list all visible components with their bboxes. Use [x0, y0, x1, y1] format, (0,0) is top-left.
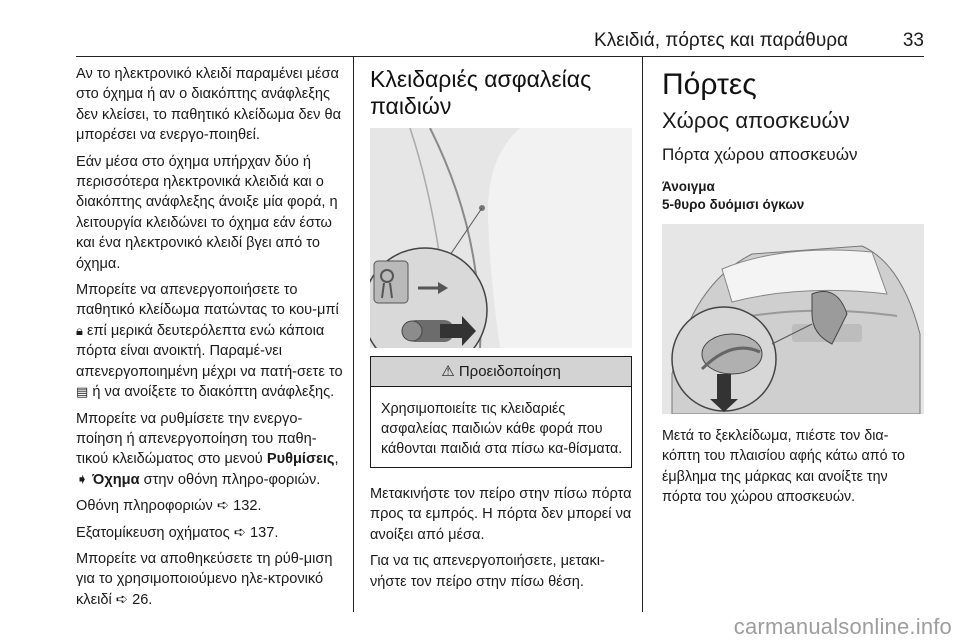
warning-title: Προειδοποίηση	[458, 363, 561, 380]
paragraph: Για να τις απενεργοποιήσετε, μετακι-νήστε τον πείρο στην πίσω θέση.	[370, 553, 605, 590]
child-lock-illustration	[370, 128, 632, 348]
menu-arrow-icon: ➧	[76, 471, 89, 488]
cross-reference: Οθόνη πληροφοριών ➪ 132.	[76, 498, 262, 515]
left-column	[76, 64, 348, 616]
lock-button-icon: ▤	[76, 384, 89, 400]
warning-text: Χρησιμοποιείτε τις κλειδαριές ασφαλείας παιδιών κάθε φορά που κάθονται παιδιά στα πίσω κα-θίσματα.	[381, 401, 623, 457]
tailgate-illustration	[662, 224, 924, 414]
chapter-heading: Πόρτες	[662, 68, 757, 101]
page-header	[0, 0, 960, 56]
menu-vehicle: Όχημα	[92, 471, 140, 488]
page-number: 33	[902, 30, 924, 51]
tailgate-drawing	[662, 224, 924, 414]
menu-settings: Ρυθμίσεις	[266, 451, 335, 468]
paragraph: Μπορείτε να ρυθμίσετε την ενεργο-ποίηση ή απενεργοποίηση του παθη-τικού κλειδώματος στο μενού Ρυθμίσεις, ➧ Όχημα στην οθόνη πληρο-φοριών.	[76, 410, 339, 488]
paragraph: Μπορείτε να απενεργοποιήσετε το παθητικό κλείδωμα πατώντας το κου-μπί 🔒︎ επί μερικά δευτερόλεπτα ενώ κάποια πόρτα είναι ανοικτή. Παραμέ-νει απενεργοποιημένη μέχρι να πατή-σετε το ▤ ή να ανοίξετε το διακόπτη ανάφλεξης.	[76, 282, 343, 401]
paragraph: Αν το ηλεκτρονικό κλειδί παραμένει μέσα στο όχημα ή αν ο διακόπτης ανάφλεξης δεν κλείσει, το παθητικό κλείδωμα δεν θα μπορέσει να ενεργο-ποιηθεί.	[76, 66, 342, 144]
middle-column	[370, 64, 632, 598]
paragraph: Εάν μέσα στο όχημα υπήρχαν δύο ή περισσότερα ηλεκτρονικά κλειδιά και ο διακόπτης ανάφλεξης άνοιξε μία φορά, η λειτουργία κλειδώνει το όχημα εάν έστω και ένα ηλεκτρονικό κλειδί βγει από το όχημα.	[76, 153, 338, 272]
column-divider-right	[642, 56, 643, 612]
paragraph: Μετά το ξεκλείδωμα, πιέστε τον δια-κόπτη του πλαισίου αφής κάτω από το έμβλημα της μάρκας και ανοίξτε την πόρτα του χώρου αποσκευών.	[662, 428, 905, 506]
label-variant: 5-θυρο δυόμισι όγκων	[662, 197, 805, 212]
warning-header	[371, 357, 631, 387]
label-opening: Άνοιγμα	[662, 179, 715, 194]
header-title: Κλειδιά, πόρτες και παράθυρα	[594, 30, 848, 51]
section-heading: Χώρος αποσκευών	[662, 108, 850, 133]
reference-arrow-icon: ➪	[115, 591, 129, 608]
reference-arrow-icon: ➪	[216, 498, 230, 515]
paragraph: Μπορείτε να αποθηκεύσετε τη ρύθ-μιση για το χρησιμοποιούμενο ηλε-κτρονικό κλειδί ➪ 26.	[76, 550, 333, 608]
paragraph: Μετακινήστε τον πείρο στην πίσω πόρτα προς τα εμπρός. Η πόρτα δεν μπορεί να ανοίξει από μέσα.	[370, 486, 632, 543]
cross-reference: Εξατομίκευση οχήματος ➪ 137.	[76, 524, 279, 541]
lock-icon: 🔒︎	[76, 322, 83, 338]
warning-box	[370, 356, 632, 468]
watermark: carmanualsonline.info	[733, 614, 952, 639]
header-rule	[76, 56, 924, 57]
warning-icon: ⚠	[441, 363, 455, 380]
subsection-heading: Πόρτα χώρου αποσκευών	[662, 145, 858, 164]
right-column	[662, 64, 924, 514]
child-lock-drawing	[370, 128, 632, 348]
section-heading: Κλειδαριές ασφαλείας παιδιών	[370, 66, 592, 119]
column-divider-left	[353, 56, 354, 612]
reference-arrow-icon: ➪	[233, 524, 246, 541]
